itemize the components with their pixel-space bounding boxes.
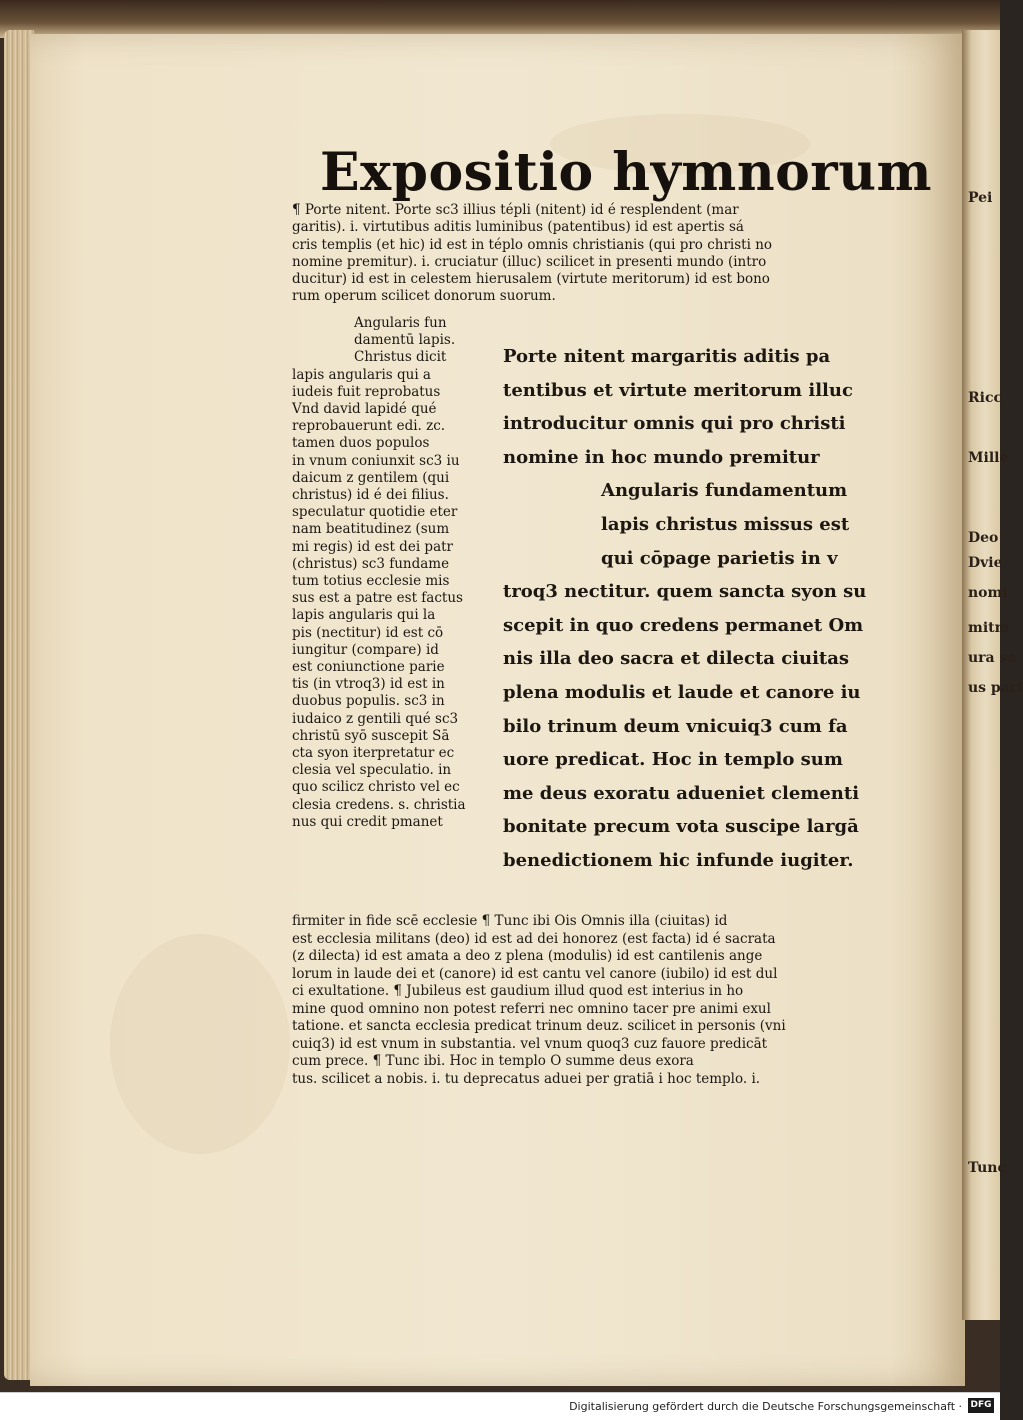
hymn-line: nis illa deo sacra et dilecta ciuitas (503, 648, 850, 670)
text-line: nomine premitur). i. cruciatur (illuc) scilicet in presenti mundo (intro (292, 253, 767, 270)
text-line: cris templis (et hic) id est in téplo omnis christianis (qui pro christi no (292, 236, 773, 253)
text-line: tatione. et sancta ecclesia predicat trinum deuz. scilicet in personis (vni (292, 1018, 786, 1034)
text-line: tus. scilicet a nobis. i. tu deprecatus aduei per gratiā i hoc templo. i. (292, 1070, 761, 1087)
next-page-fragment: Deo (968, 530, 999, 546)
next-page-edge (962, 30, 1023, 1320)
hymn-line: lapis christus missus est (601, 513, 850, 535)
text-line: est ecclesia militans (deo) id est ad dei honorez (est facta) id é sacrata (292, 930, 776, 947)
hymn-line: bilo trinum deum vnicuiq3 cum fa (503, 715, 848, 737)
text-line: ci exultatione. ¶ Jubileus est gaudium illud quod est interius in ho (292, 983, 744, 999)
next-page-fragment: Pei (968, 190, 993, 206)
text-line: pis (nectitur) id est cō (292, 624, 444, 641)
next-page-fragment: us pari (968, 680, 1023, 696)
commentary-top (292, 202, 852, 306)
text-line: duobus populis. sc3 in (292, 693, 445, 710)
text-line: (z dilecta) id est amata a deo z plena (modulis) id est cantilenis ange (292, 948, 763, 964)
hymn-line: tentibus et virtute meritorum illuc (503, 379, 853, 401)
text-line: Angularis fun (354, 315, 447, 331)
text-line: quo scilicz christo vel ec (292, 779, 460, 796)
text-line: lapis angularis qui la (292, 607, 436, 624)
text-line: iungitur (compare) id (292, 641, 439, 658)
text-line: Christus dicit (354, 349, 447, 366)
text-line: tum totius ecclesie mis (292, 573, 450, 590)
text-line: sus est a patre est factus (292, 590, 463, 607)
text-line: in vnum coniunxit sc3 iu (292, 452, 460, 469)
footer-credit: Digitalisierung gefördert durch die Deutsche Forschungsgemeinschaft · (569, 1400, 962, 1413)
dfg-logo-icon: DFG (968, 1398, 994, 1413)
footer-bar (0, 1392, 1000, 1420)
text-line: cta syon iterpretatur ec (292, 745, 455, 762)
text-line: Vnd david lapidé qué (292, 401, 437, 418)
text-line: tamen duos populos (292, 435, 430, 452)
next-page-fragment: Dvie (968, 555, 1003, 571)
text-line: nus qui credit pmanet (292, 813, 443, 830)
hymn-line: introducitur omnis qui pro christi (503, 413, 846, 435)
hymn-line: qui cōpage parietis in v (601, 547, 838, 569)
hymn-text-main (503, 340, 867, 878)
hymn-line: Porte nitent margaritis aditis pa (503, 346, 831, 367)
page-title: Expositio hymnorum (320, 142, 933, 203)
commentary-left-column (292, 315, 492, 831)
text-line: cuiq3) id est vnum in substantia. vel vnum quoq3 cuz fauore predicāt (292, 1035, 768, 1052)
hymn-line: troq3 nectitur. quem sancta syon su (503, 581, 867, 603)
text-line: nam beatitudinez (sum (292, 521, 450, 538)
hymn-line: plena modulis et laude et canore iu (503, 681, 861, 703)
next-page-fragment: ura sa (968, 650, 1017, 666)
text-line: speculatur quotidie eter (292, 504, 458, 521)
paper-stain (110, 934, 290, 1154)
next-page-fragment: Mille (968, 450, 1009, 466)
text-line: est coniunctione parie (292, 659, 445, 676)
text-line: christus) id é dei filius. (292, 487, 449, 504)
text-line: mine quod omnino non potest referri nec omnino tacer pre animi exul (292, 1000, 771, 1017)
text-line: daicum z gentilem (qui (292, 469, 450, 486)
commentary-bottom (292, 913, 852, 1088)
text-line: rum operum scilicet donorum suorum. (292, 288, 556, 305)
next-page-fragment: mitm (968, 620, 1010, 636)
hymn-line: nomine in hoc mundo premitur (503, 446, 820, 468)
text-line: iudaico z gentili qué sc3 (292, 710, 459, 727)
text-line: firmiter in fide scē ecclesie ¶ Tunc ibi Ois Omnis illa (ciuitas) id (292, 913, 728, 929)
text-line: cum prece. ¶ Tunc ibi. Hoc in templo O summe deus exora (292, 1053, 694, 1069)
text-line: tis (in vtroq3) id est in (292, 676, 445, 693)
next-page-fragment: nomi (968, 585, 1008, 601)
text-line: garitis). i. virtutibus aditis luminibus (patentibus) id est apertis sá (292, 219, 744, 236)
hymn-line: Angularis fundamentum (601, 480, 848, 502)
text-line: damentū lapis. (354, 332, 456, 349)
hymn-line: benedictionem hic infunde iugiter. (503, 849, 854, 871)
text-line: lapis angularis qui a (292, 366, 431, 383)
text-line: christū syō suscepit Sā (292, 727, 450, 744)
next-page-fragment: Tunc (968, 1160, 1007, 1176)
text-line: reprobauerunt edi. zc. (292, 418, 446, 435)
text-line: ducitur) id est in celestem hierusalem (virtute meritorum) id est bono (292, 271, 770, 288)
text-line: mi regis) id est dei patr (292, 538, 453, 555)
next-page-fragment: Ricc (968, 390, 1003, 406)
hymn-line: bonitate precum vota suscipe largā (503, 816, 859, 838)
text-line: clesia credens. s. christia (292, 796, 466, 813)
book-binding-top (0, 0, 1000, 38)
text-line: iudeis fuit reprobatus (292, 383, 441, 400)
hymn-line: uore predicat. Hoc in templo sum (503, 749, 843, 771)
hymn-line: scepit in quo credens permanet Om (503, 614, 864, 636)
text-line: clesia vel speculatio. in (292, 762, 452, 779)
hymn-line: me deus exoratu adueniet clementi (503, 782, 860, 804)
text-line: (christus) sc3 fundame (292, 555, 450, 572)
text-line: lorum in laude dei et (canore) id est cantu vel canore (iubilo) id est dul (292, 965, 778, 982)
text-line: ¶ Porte nitent. Porte sc3 illius tépli (nitent) id é resplendent (mar (292, 202, 739, 218)
